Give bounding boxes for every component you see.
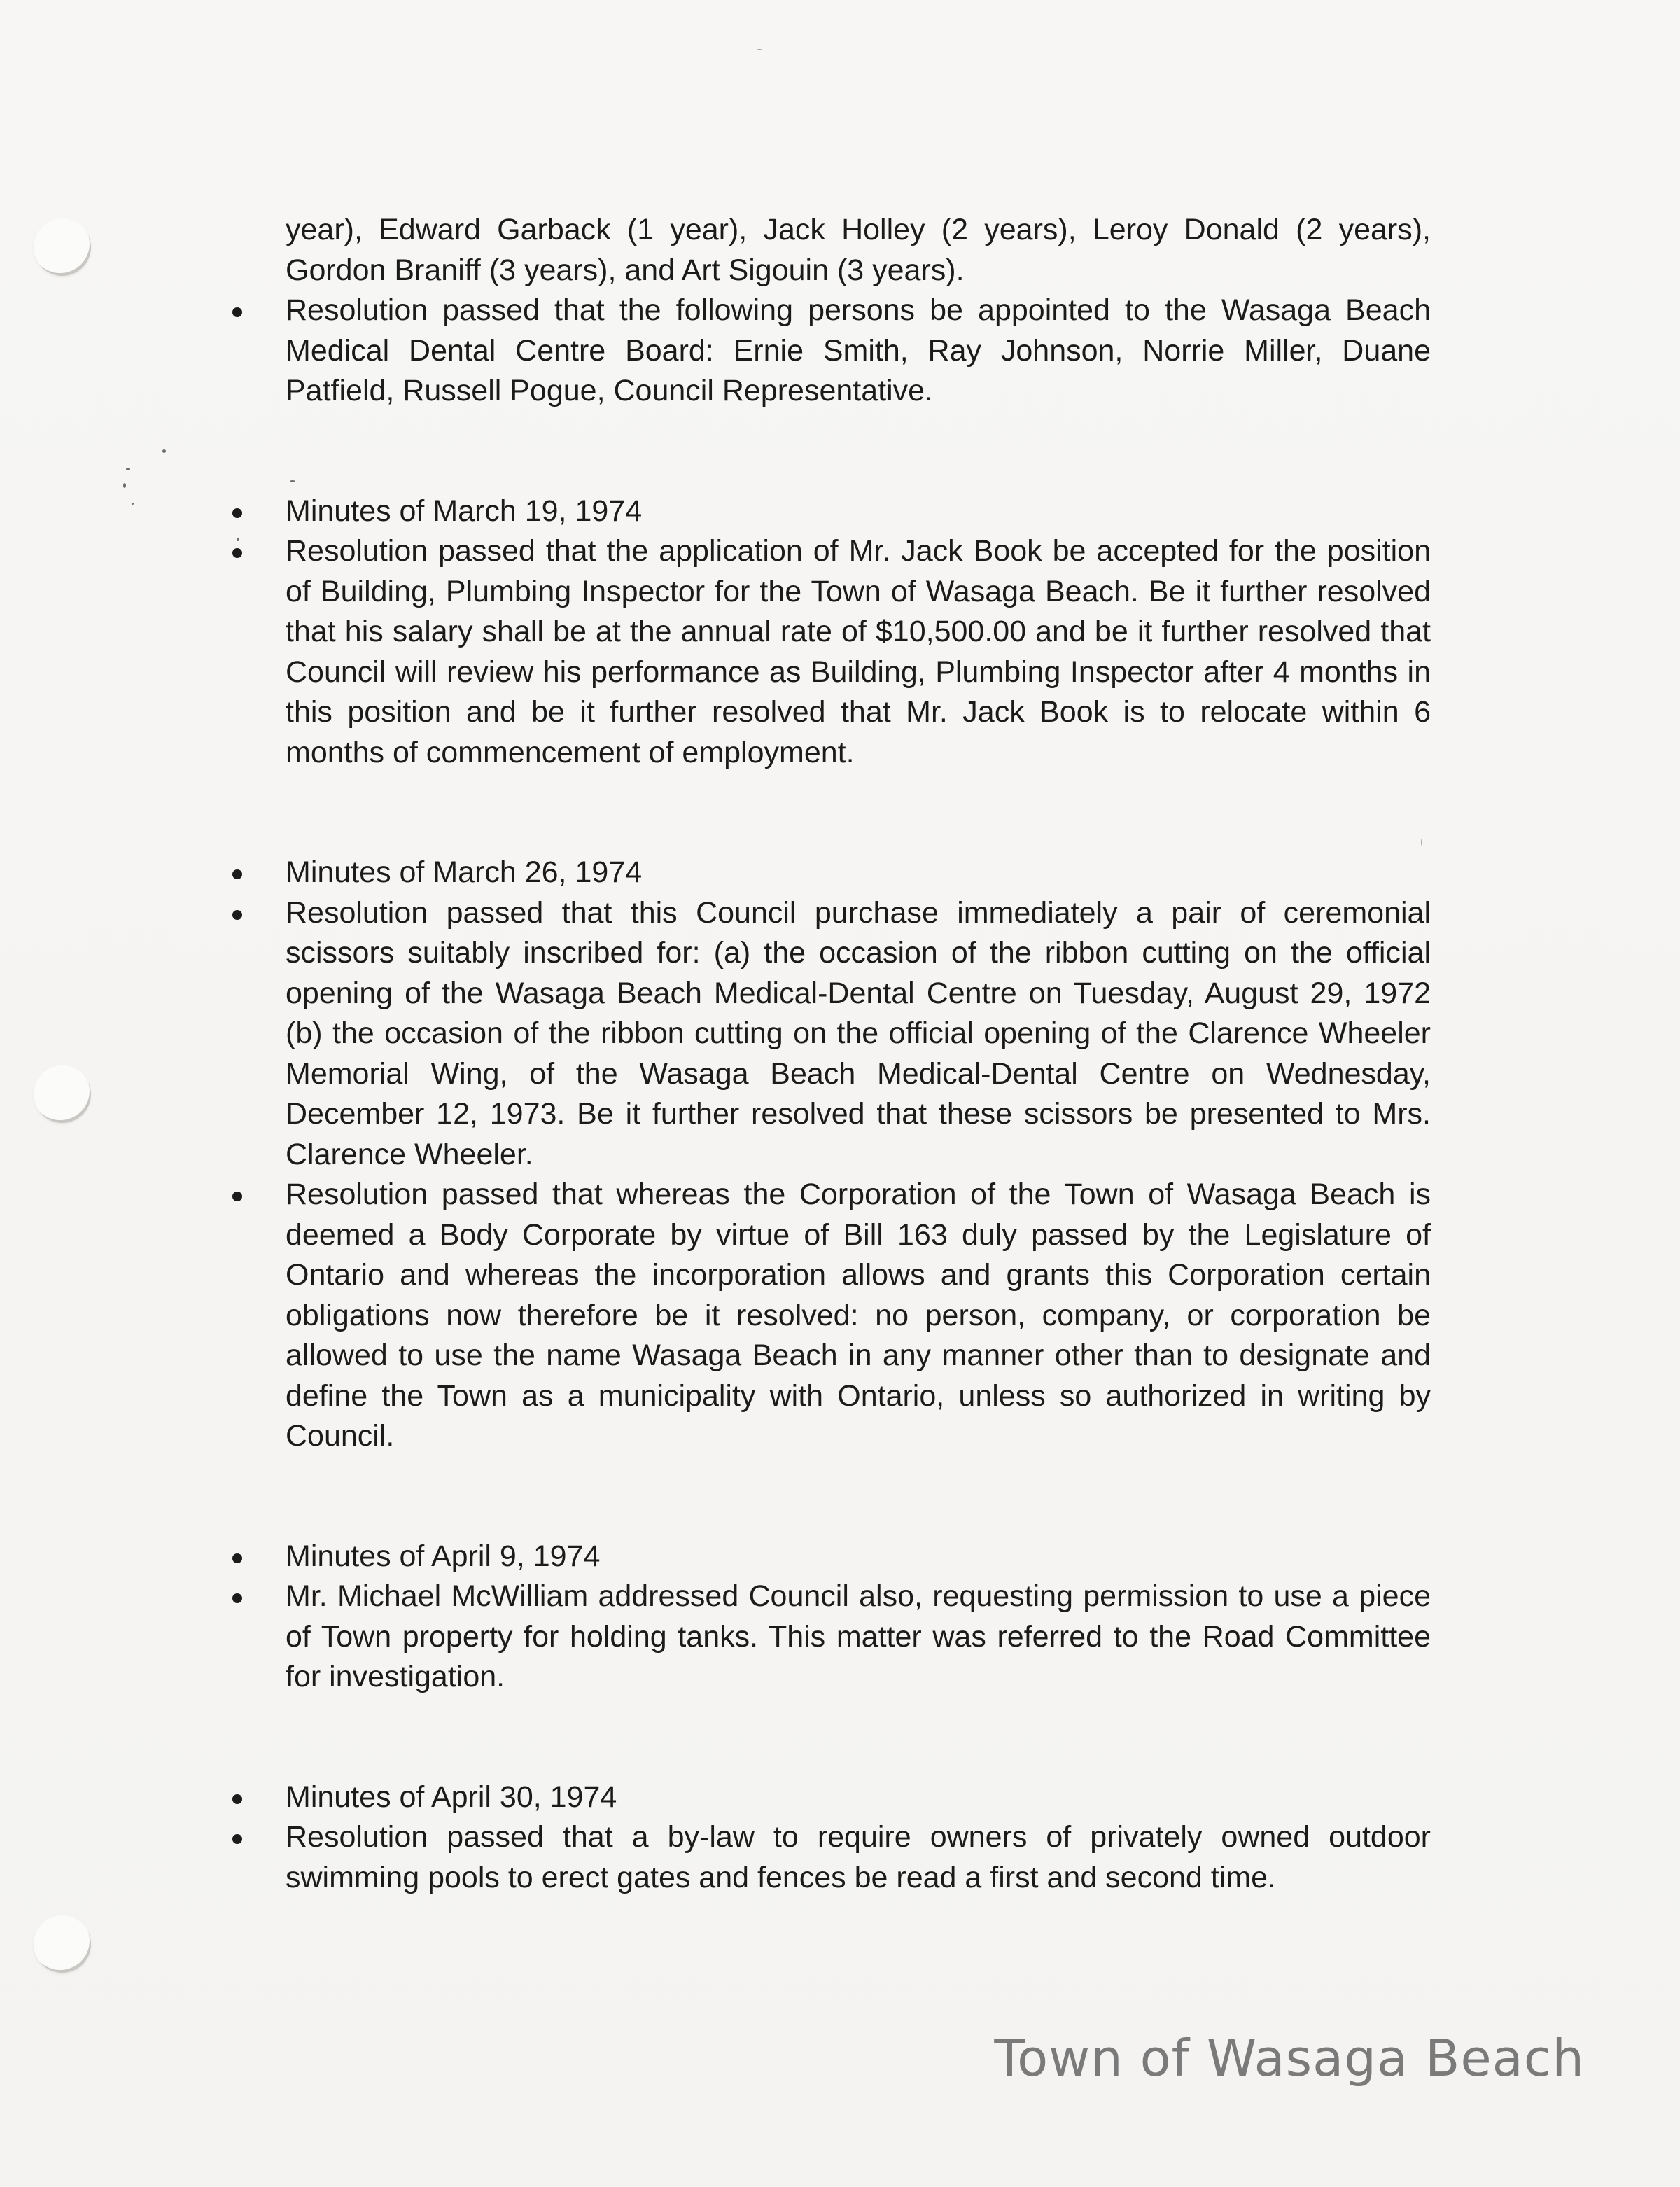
section-gap <box>224 412 1431 491</box>
section-march-26 <box>224 853 1431 1457</box>
entry-text: Minutes of March 26, 1974 <box>286 855 643 889</box>
minutes-heading <box>224 491 1431 532</box>
section-april-9 <box>224 1537 1431 1698</box>
scan-speck <box>757 49 762 50</box>
bullet-item <box>224 893 1431 1175</box>
section-gap <box>224 773 1431 853</box>
archive-watermark: Town of Wasaga Beach <box>994 2029 1585 2088</box>
section-continuation <box>224 210 1431 412</box>
scan-speck <box>162 449 166 453</box>
section-march-19 <box>224 491 1431 774</box>
bullet-item <box>224 531 1431 773</box>
bullet-icon <box>232 307 242 317</box>
entry-text: Resolution passed that the application of Mr. Jack Book be accepted for the position of Building, Plumbing Inspector for the Town of Wasaga Beach. Be it further resolved that his salary shall be at the annual rate of $10,500.00 and be it further resolved that Council will review his performance as Building, Plumbing Inspector after 4 months in this position and be it further resolved that Mr. Jack Book is to relocate within 6 months of commencement of employment. <box>286 534 1431 769</box>
bullet-item <box>224 1817 1431 1898</box>
section-april-30 <box>224 1777 1431 1899</box>
entry-text: Resolution passed that a by-law to require owners of privately owned outdoor swimming pools to erect gates and fences be read a first and second time. <box>286 1820 1431 1894</box>
minutes-heading <box>224 853 1431 893</box>
entry-text: Mr. Michael McWilliam addressed Council also, requesting permission to use a piece of Town property for holding tanks. This matter was referred to the Road Committee for investigation. <box>286 1579 1431 1693</box>
text-continuation <box>224 210 1431 291</box>
section-gap <box>224 1457 1431 1537</box>
entry-text: Minutes of April 30, 1974 <box>286 1780 617 1814</box>
bullet-icon <box>232 548 242 558</box>
bullet-icon <box>232 1553 242 1563</box>
bullet-item <box>224 1577 1431 1698</box>
entry-text: Minutes of March 19, 1974 <box>286 494 643 528</box>
bullet-icon <box>232 869 242 879</box>
section-gap <box>224 1698 1431 1777</box>
entry-text: Resolution passed that whereas the Corporation of the Town of Wasaga Beach is deemed a Body Corporate by virtue of Bill 163 duly passed by the Legislature of Ontario and whereas the incorporation allows and grants this Corporation certain obligations now therefore be it resolved: no person, company, or corporation be allowed to use the name Wasaga Beach in any manner other than to designate and define the Town as a municipality with Ontario, unless so authorized in writing by Council. <box>286 1178 1431 1453</box>
bullet-icon <box>232 1794 242 1804</box>
scan-speck <box>132 503 134 505</box>
binder-punch-hole <box>34 218 91 276</box>
minutes-heading <box>224 1777 1431 1818</box>
entry-text: Resolution passed that the following persons be appointed to the Wasaga Beach Medical Dental Centre Board: Ernie Smith, Ray Johnson, Norrie Miller, Duane Patfield, Russell Pogue, Council Representative. <box>286 293 1431 407</box>
bullet-icon <box>232 910 242 920</box>
bullet-item <box>224 1175 1431 1457</box>
minutes-body <box>224 210 1431 1898</box>
binder-punch-hole <box>34 1065 91 1123</box>
bullet-icon <box>232 1593 242 1603</box>
bullet-icon <box>232 508 242 518</box>
scan-speck <box>123 483 126 488</box>
bullet-icon <box>232 1834 242 1844</box>
entry-text: year), Edward Garback (1 year), Jack Holley (2 years), Leroy Donald (2 years), Gordon Braniff (3 years), and Art Sigouin (3 years). <box>286 213 1431 287</box>
entry-text: Minutes of April 9, 1974 <box>286 1539 601 1573</box>
minutes-heading <box>224 1537 1431 1577</box>
scan-speck <box>126 468 130 470</box>
bullet-icon <box>232 1192 242 1201</box>
binder-punch-hole <box>34 1915 91 1973</box>
bullet-item <box>224 291 1431 412</box>
entry-text: Resolution passed that this Council purchase immediately a pair of ceremonial scissors suitably inscribed for: (a) the occasion of the ribbon cutting on the official opening of the Wasaga Beach Medical-Dental Centre on Tuesday, August 29, 1972 (b) the occasion of the ribbon cutting on the official opening of the Clarence Wheeler Memorial Wing, of the Wasaga Beach Medical-Dental Centre on Wednesday, December 12, 1973. Be it further resolved that these scissors be presented to Mrs. Clarence Wheeler. <box>286 895 1431 1171</box>
